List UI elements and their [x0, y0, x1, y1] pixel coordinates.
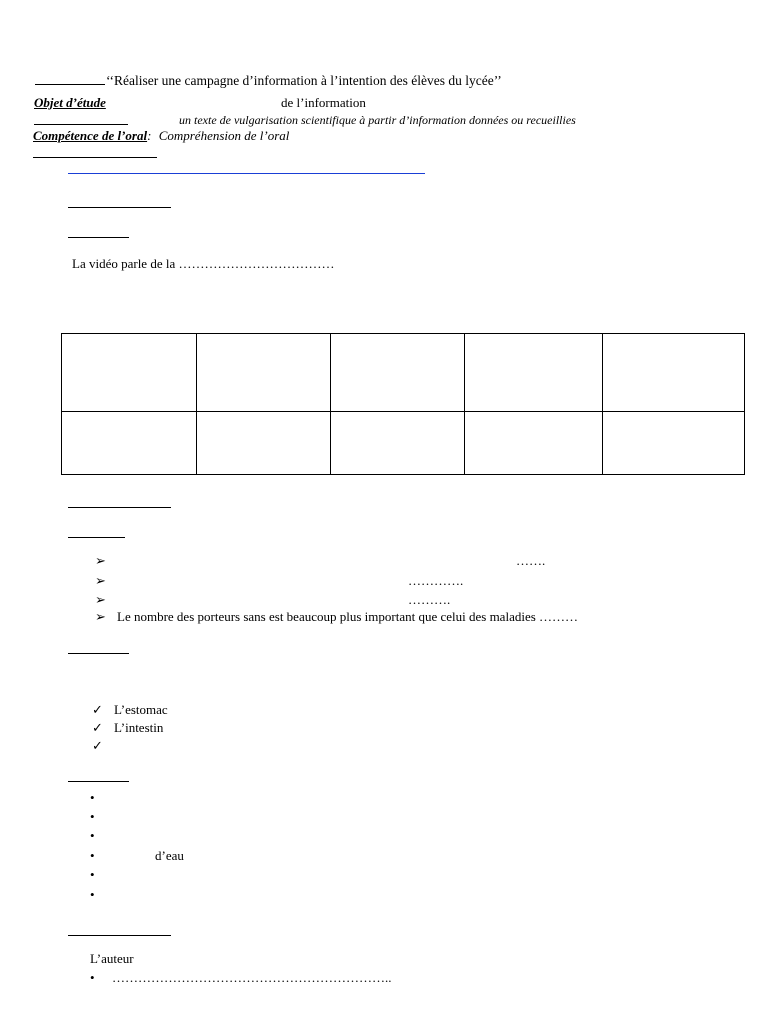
arrow-bullet-icon: ➢: [95, 592, 106, 607]
check-item-2-text: L’intestin: [114, 720, 164, 735]
bullet-dot-icon: •: [90, 828, 95, 843]
table-cell[interactable]: [197, 412, 331, 475]
author-dots: ………………………………………………………..: [112, 970, 392, 985]
blank-line-title: [35, 84, 105, 85]
competence-value: Compréhension de l’oral: [158, 128, 290, 143]
hyperlink-underline[interactable]: [68, 173, 425, 174]
table-cell[interactable]: [603, 334, 745, 412]
bullet-item-2: [90, 809, 112, 825]
arrow-item-3-dots: ……….: [408, 592, 451, 607]
arrow-item-2-dots: ………….: [408, 573, 464, 588]
bullet-dot-icon: •: [90, 809, 95, 824]
bullet-dot-icon: •: [90, 790, 95, 805]
objet-etude-value: de l’information: [281, 95, 366, 110]
bullet-item-1: [90, 790, 112, 806]
table-cell[interactable]: [197, 334, 331, 412]
video-text: La vidéo parle de la ………………………………: [72, 256, 335, 271]
bullet-item-3: [90, 828, 112, 844]
check-item-2: [92, 720, 163, 736]
section-heading-underline-5: [68, 653, 129, 654]
empty-table: [61, 333, 745, 475]
author-line: [90, 970, 392, 986]
arrow-item-4: [95, 609, 578, 625]
arrow-item-1: [95, 553, 117, 569]
section-heading-underline-2: [68, 237, 129, 238]
bullet-dot-icon: •: [90, 970, 95, 985]
bullet-dot-icon: •: [90, 887, 95, 902]
section-heading-underline-1: [68, 207, 171, 208]
page-title: ‘‘Réaliser une campagne d’information à l’intention des élèves du lycée’’: [106, 73, 502, 88]
check-icon: ✓: [92, 702, 103, 717]
table-cell[interactable]: [62, 334, 197, 412]
check-item-1: [92, 702, 168, 718]
author-label: L’auteur: [90, 951, 134, 966]
bullet-dot-icon: •: [90, 848, 95, 863]
blank-line-header: [33, 157, 157, 158]
arrow-bullet-icon: ➢: [95, 573, 106, 588]
bullet-item-4-text: d’eau: [155, 848, 184, 863]
objet-etude-label: Objet d’étude: [34, 95, 106, 110]
arrow-bullet-icon: ➢: [95, 609, 106, 624]
check-item-1-text: L’estomac: [114, 702, 168, 717]
bullet-item-4: [90, 848, 184, 864]
competence-label: Compétence de l’oral: [33, 128, 148, 143]
arrow-item-4-text: Le nombre des porteurs sans est beaucoup plus important que celui des maladies ………: [117, 609, 579, 624]
bullet-item-5: [90, 867, 112, 883]
table-row: [62, 412, 745, 475]
arrow-item-1-dots: …….: [516, 553, 546, 568]
check-icon: ✓: [92, 738, 103, 753]
arrow-item-3: [95, 592, 117, 608]
section-heading-underline-7: [68, 935, 171, 936]
support-text: un texte de vulgarisation scientifique à partir d’information données ou recueillies: [179, 113, 576, 127]
section-heading-underline-4: [68, 537, 125, 538]
table-cell[interactable]: [465, 412, 603, 475]
table-cell[interactable]: [331, 334, 465, 412]
section-heading-underline-3: [68, 507, 171, 508]
section-heading-underline-6: [68, 781, 129, 782]
table-row: [62, 334, 745, 412]
arrow-bullet-icon: ➢: [95, 553, 106, 568]
check-icon: ✓: [92, 720, 103, 735]
table-cell[interactable]: [331, 412, 465, 475]
competence-sep: :: [147, 128, 152, 143]
table-cell[interactable]: [465, 334, 603, 412]
table-cell[interactable]: [603, 412, 745, 475]
competence-line: [33, 128, 289, 144]
bullet-item-6: [90, 887, 112, 903]
arrow-item-2: [95, 573, 117, 589]
check-item-3: [92, 738, 114, 754]
blank-line-support: [34, 124, 128, 125]
bullet-dot-icon: •: [90, 867, 95, 882]
table-cell[interactable]: [62, 412, 197, 475]
